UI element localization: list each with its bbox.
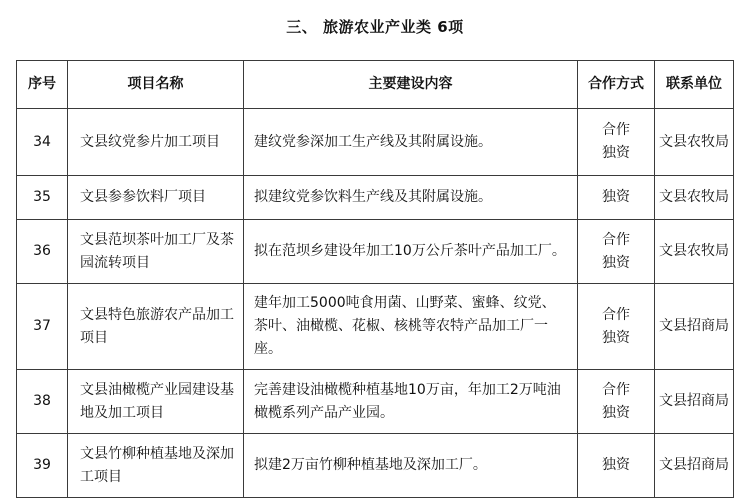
row-content: 拟建2万亩竹柳种植基地及深加工厂。: [244, 434, 578, 498]
section-title: 三、 旅游农业产业类 6项: [286, 18, 464, 36]
row-number: 34: [17, 109, 68, 176]
row-contact-unit: 文县招商局: [655, 370, 734, 434]
row-number: 36: [17, 220, 68, 284]
table-row: [17, 176, 734, 220]
row-project-name: 文县特色旅游农产品加工项目: [68, 284, 244, 370]
row-content: 完善建设油橄榄种植基地10万亩，年加工2万吨油橄榄系列产品产业园。: [244, 370, 578, 434]
header-cooperation-mode: 合作方式: [578, 61, 655, 109]
header-project-name: 项目名称: [68, 61, 244, 109]
row-project-name: 文县纹党参片加工项目: [68, 109, 244, 176]
row-number: 39: [17, 434, 68, 498]
row-cooperation: 合作 独资: [578, 370, 655, 434]
table-row: [17, 109, 734, 176]
row-cooperation: 合作 独资: [578, 109, 655, 176]
row-content: 建纹党参深加工生产线及其附属设施。: [244, 109, 578, 176]
row-project-name: 文县参参饮料厂项目: [68, 176, 244, 220]
row-cooperation: 独资: [578, 176, 655, 220]
row-cooperation: 合作 独资: [578, 284, 655, 370]
row-number: 37: [17, 284, 68, 370]
row-content: 拟在范坝乡建设年加工10万公斤茶叶产品加工厂。: [244, 220, 578, 284]
row-contact-unit: 文县农牧局: [655, 109, 734, 176]
row-content: 拟建纹党参饮料生产线及其附属设施。: [244, 176, 578, 220]
table-row: [17, 284, 734, 370]
header-contact-unit: 联系单位: [655, 61, 734, 109]
table-row: [17, 220, 734, 284]
row-cooperation: 独资: [578, 434, 655, 498]
row-content: 建年加工5000吨食用菌、山野菜、蜜蜂、纹党、茶叶、油橄榄、花椒、核桃等农特产品加工厂一座。: [244, 284, 578, 370]
row-number: 35: [17, 176, 68, 220]
row-cooperation: 合作 独资: [578, 220, 655, 284]
row-project-name: 文县油橄榄产业园建设基地及加工项目: [68, 370, 244, 434]
row-contact-unit: 文县招商局: [655, 434, 734, 498]
table-row: [17, 434, 734, 498]
header-number: 序号: [17, 61, 68, 109]
table-header-row: [17, 61, 734, 109]
row-number: 38: [17, 370, 68, 434]
table-row: [17, 370, 734, 434]
row-project-name: 文县竹柳种植基地及深加工项目: [68, 434, 244, 498]
row-project-name: 文县范坝茶叶加工厂及茶园流转项目: [68, 220, 244, 284]
row-contact-unit: 文县农牧局: [655, 220, 734, 284]
header-main-content: 主要建设内容: [244, 61, 578, 109]
row-contact-unit: 文县招商局: [655, 284, 734, 370]
project-table: [16, 60, 734, 498]
row-contact-unit: 文县农牧局: [655, 176, 734, 220]
